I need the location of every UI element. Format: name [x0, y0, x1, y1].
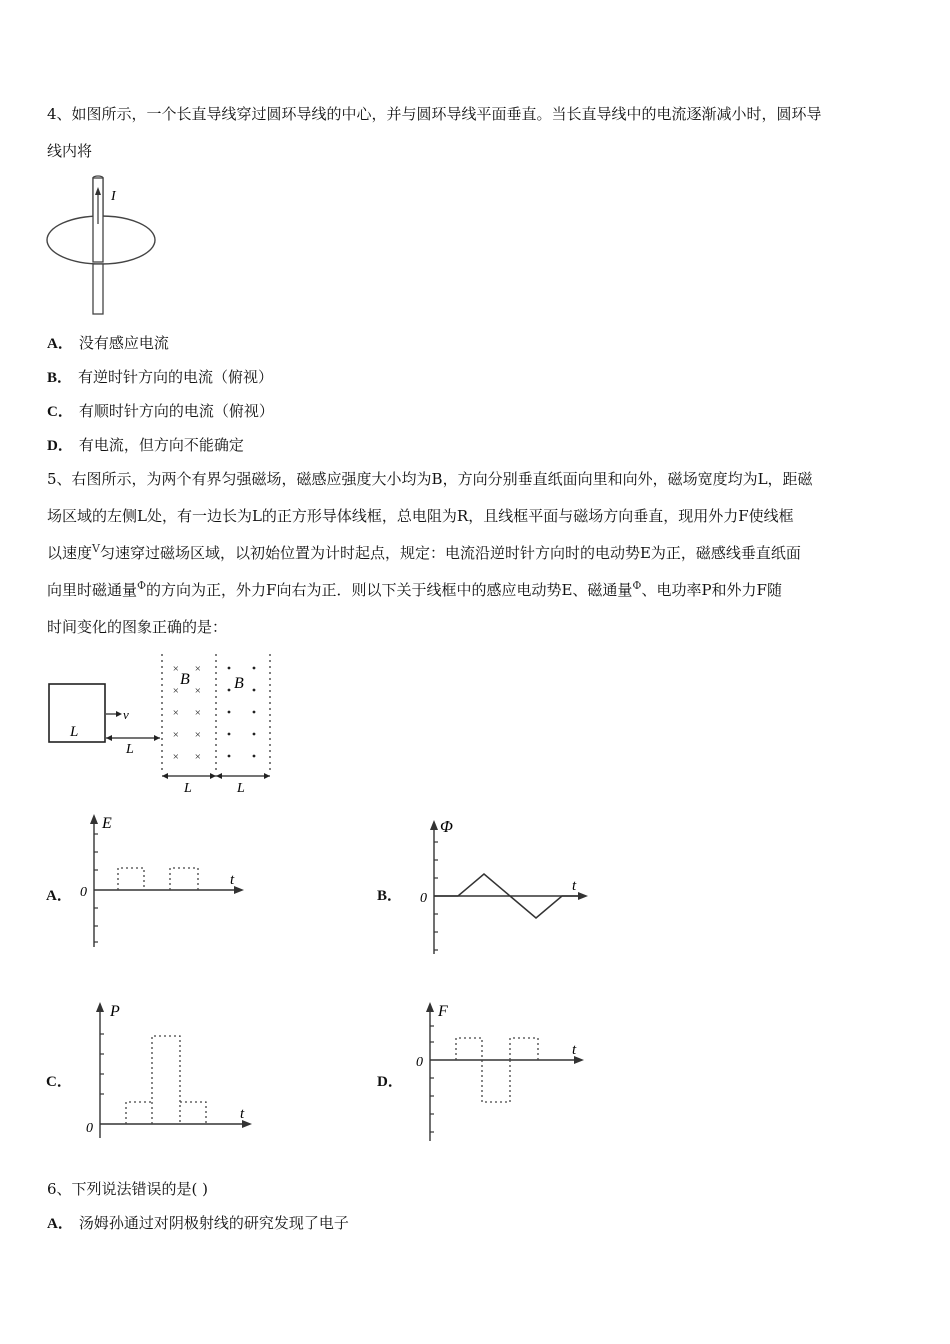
q6-option-a[interactable] — [47, 1212, 349, 1233]
graph-d-xlabel: t — [572, 1042, 577, 1058]
flux-symbol: Φ — [632, 579, 642, 592]
graph-a-ylabel: E — [102, 815, 112, 832]
velocity-label: v — [123, 707, 129, 722]
svg-text:×: × — [172, 685, 180, 697]
option-key: A． — [47, 1216, 73, 1232]
svg-text:×: × — [172, 751, 180, 763]
q5-graph-c — [84, 998, 264, 1140]
graph-b-ylabel: Φ — [440, 817, 453, 836]
q5-field-figure — [44, 650, 284, 798]
text-segment: 以速度 — [47, 544, 93, 562]
q4-option-a[interactable] — [47, 332, 169, 353]
graph-a-xlabel: t — [230, 872, 235, 888]
q4-option-d[interactable] — [47, 434, 244, 455]
svg-text:×: × — [194, 707, 202, 719]
field-b-label-2: B — [234, 675, 244, 692]
q5-graph-option-d-key[interactable]: D． — [377, 1074, 403, 1090]
q5-graph-option-a-key[interactable]: A． — [46, 888, 72, 904]
flux-symbol: Φ — [137, 579, 147, 592]
q5-stem-line5: 时间变化的图象正确的是： — [47, 618, 228, 636]
option-text: 有顺时针方向的电流（俯视） — [78, 402, 274, 420]
velocity-symbol: V — [92, 542, 100, 555]
gap-length-label: L — [126, 742, 134, 757]
graph-d-ylabel: F — [438, 1003, 448, 1020]
graph-c-ylabel: P — [110, 1003, 120, 1020]
q4-current-label: I — [111, 189, 116, 204]
q5-stem-line1: 5、右图所示，为两个有界匀强磁场，磁感应强度大小均为B，方向分别垂直纸面向里和向外，磁场宽度均为L，距磁 — [47, 470, 813, 488]
square-side-label: L — [70, 724, 79, 740]
graph-c-origin: 0 — [86, 1121, 93, 1136]
text-segment: 匀速穿过磁场区域，以初始位置为计时起点，规定：电流沿逆时针方向时的电动势E为正，磁感线垂直纸面 — [99, 544, 801, 562]
svg-text:×: × — [194, 751, 202, 763]
option-key: C． — [47, 404, 73, 420]
q4-stem-line2: 线内将 — [47, 142, 93, 160]
q4-stem-line1: 4、如图所示，一个长直导线穿过圆环导线的中心，并与圆环导线平面垂直。当长直导线中的电流逐渐减小时，圆环导 — [47, 105, 822, 123]
q5-graph-a — [78, 812, 253, 952]
q4-option-c[interactable] — [47, 400, 274, 421]
graph-b-origin: 0 — [420, 891, 427, 906]
svg-text:×: × — [172, 663, 180, 675]
field-b-label-1: B — [180, 671, 190, 688]
q5-graph-option-c-key[interactable]: C． — [46, 1074, 72, 1090]
q5-graph-d — [412, 998, 592, 1143]
q5-stem-line4 — [47, 579, 782, 600]
q4-wire-ring-figure — [45, 170, 160, 318]
q5-graph-b — [412, 812, 597, 957]
option-key: A． — [47, 336, 73, 352]
field-width-label-1: L — [184, 781, 192, 796]
svg-text:×: × — [172, 729, 180, 741]
graph-d-origin: 0 — [416, 1055, 423, 1070]
q5-stem-line3 — [47, 542, 801, 563]
option-key: B． — [47, 370, 73, 386]
option-text: 有电流，但方向不能确定 — [78, 436, 244, 454]
text-segment: 的方向为正，外力F向右为正．则以下关于线框中的感应电动势E、磁通量 — [146, 581, 633, 599]
graph-c-xlabel: t — [240, 1106, 245, 1122]
svg-text:×: × — [194, 685, 202, 697]
option-text: 有逆时针方向的电流（俯视） — [78, 368, 274, 386]
field-width-label-2: L — [237, 781, 245, 796]
option-text: 没有感应电流 — [78, 334, 169, 352]
svg-text:×: × — [194, 663, 202, 675]
q6-stem: 6、下列说法错误的是( ) — [47, 1180, 209, 1198]
graph-b-xlabel: t — [572, 878, 577, 894]
option-text: 汤姆孙通过对阴极射线的研究发现了电子 — [78, 1214, 349, 1232]
text-segment: 向里时磁通量 — [47, 581, 138, 599]
graph-a-origin: 0 — [80, 885, 87, 900]
q5-graph-option-b-key[interactable]: B． — [377, 888, 403, 904]
text-segment: 、电功率P和外力F随 — [641, 581, 782, 599]
q5-stem-line2: 场区域的左侧L处，有一边长为L的正方形导体线框，总电阻为R，且线框平面与磁场方向垂直，现用外力F使线框 — [47, 507, 794, 525]
q4-option-b[interactable] — [47, 366, 273, 387]
svg-text:×: × — [194, 729, 202, 741]
option-key: D． — [47, 438, 73, 454]
svg-text:×: × — [172, 707, 180, 719]
